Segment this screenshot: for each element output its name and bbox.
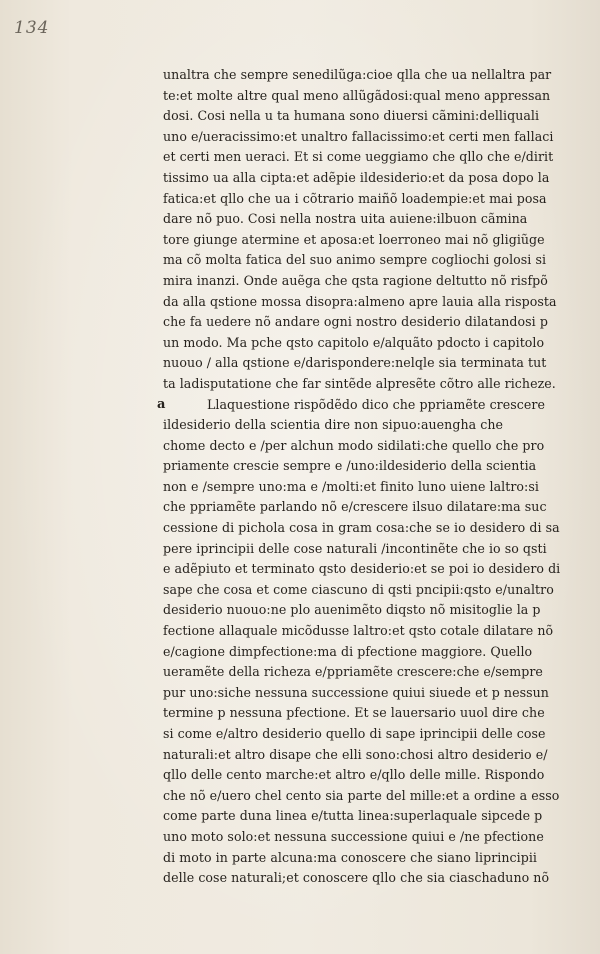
text-line: di moto in parte alcuna:ma conoscere che siano liprincipii — [163, 849, 537, 865]
text-line: tissimo ua alla cipta:et adẽpie ildesiderio:et da posa dopo la — [163, 169, 550, 185]
text-line: unaltra che sempre senedilũga:cioe qlla che ua nellaltra par — [163, 67, 552, 82]
text-line: ueramẽte della richeza e/ppriamẽte crescere:che e/sempre — [163, 664, 543, 680]
text-line: come parte duna linea e/tutta linea:superlaquale sipcede p — [163, 808, 543, 824]
guide-letter: a — [157, 396, 166, 412]
text-line: cessione di pichola cosa in gram cosa:che se io desidero di sa — [163, 520, 560, 536]
text-line: ildesiderio della scientia dire non sipuo:auengha che — [163, 417, 503, 433]
text-line: et certi men ueraci. Et si come ueggiamo che qllo che e/dirit — [163, 149, 554, 165]
text-line: Llaquestione rispõdẽdo dico che ppriamẽte crescere — [207, 396, 545, 412]
text-line: chome decto e /per alchun modo sidilati:che quello che pro — [163, 437, 545, 453]
text-line: qllo delle cento marche:et altro e/qllo delle mille. Rispondo — [163, 767, 545, 783]
text-line: si come e/altro desiderio quello di sape iprincipii delle cose — [163, 726, 546, 741]
text-line: ma cõ molta fatica del suo animo sempre cogliochi golosi si — [163, 252, 547, 268]
text-line: da alla qstione mossa disopra:almeno apre lauia alla risposta — [163, 293, 557, 309]
text-line: che nõ e/uero chel cento sia parte del mille:et a ordine a esso — [163, 787, 560, 803]
text-line: un modo. Ma pche qsto capitolo e/alquãto pdocto i capitolo — [163, 334, 545, 350]
text-line: fatica:et qllo che ua i cõtrario maiñõ loadempie:et mai posa — [163, 190, 547, 206]
text-line: delle cose naturali;et conoscere qllo che sia ciaschaduno nõ — [163, 870, 550, 886]
text-line: naturali:et altro disape che elli sono:chosi altro desiderio e/ — [163, 746, 548, 762]
folio-number: 134 — [14, 18, 50, 38]
text-line: tore giunge atermine et aposa:et loerroneo mai nõ gligiũge — [163, 231, 545, 247]
text-line: pere iprincipii delle cose naturali /incontinẽte che io so qsti — [163, 540, 547, 556]
text-line: mira inanzi. Onde auẽga che qsta ragione deltutto nõ risfpõ — [163, 272, 548, 288]
text-column — [157, 65, 568, 889]
text-line: priamente crescie sempre e /uno:ildesiderio della scientia — [163, 458, 537, 474]
text-line: che ppriamẽte parlando nõ e/crescere ilsuo dilatare:ma suc — [163, 499, 547, 515]
text-line: te:et molte altre qual meno allũgãdosi:qual meno appressan — [163, 87, 551, 103]
text-line: e adẽpiuto et terminato qsto desiderio:et se poi io desidero di — [163, 561, 561, 577]
text-line: non e /sempre uno:ma e /molti:et finito luno uiene laltro:si — [163, 478, 539, 494]
text-line: uno e/ueracissimo:et unaltro fallacissimo:et certi men fallaci — [163, 128, 554, 144]
text-line: uno moto solo:et nessuna successione quiui e /ne pfectione — [163, 828, 544, 844]
text-line: dosi. Cosi nella u ta humana sono diuersi cãmini:delliquali — [163, 108, 540, 124]
text-line: ta ladisputatione che far sintẽde alpresẽte cõtro alle richeze. — [163, 375, 556, 391]
text-line: nuouo / alla qstione e/darispondere:nelqle sia terminata tut — [163, 355, 547, 371]
text-line: sape che cosa et come ciascuno di qsti pncipii:qsto e/unaltro — [163, 581, 554, 597]
text-line: e/cagione dimpfectione:ma di pfectione maggiore. Quello — [163, 643, 533, 659]
text-line: termine p nessuna pfectione. Et se lauersario uuol dire che — [163, 705, 545, 721]
text-line: pur uno:siche nessuna successione quiui siuede et p nessun — [163, 684, 549, 700]
text-line: che fa uedere nõ andare ogni nostro desiderio dilatandosi p — [163, 314, 548, 330]
text-line: desiderio nuouo:ne plo auenimẽto diqsto nõ misitoglie la p — [163, 602, 541, 618]
text-line: dare nõ puo. Cosi nella nostra uita auiene:ilbuon cãmina — [163, 211, 528, 227]
paragraph-marker-row — [157, 395, 568, 416]
text-line: fectione allaquale micõdusse laltro:et qsto cotale dilatare nõ — [163, 623, 554, 639]
